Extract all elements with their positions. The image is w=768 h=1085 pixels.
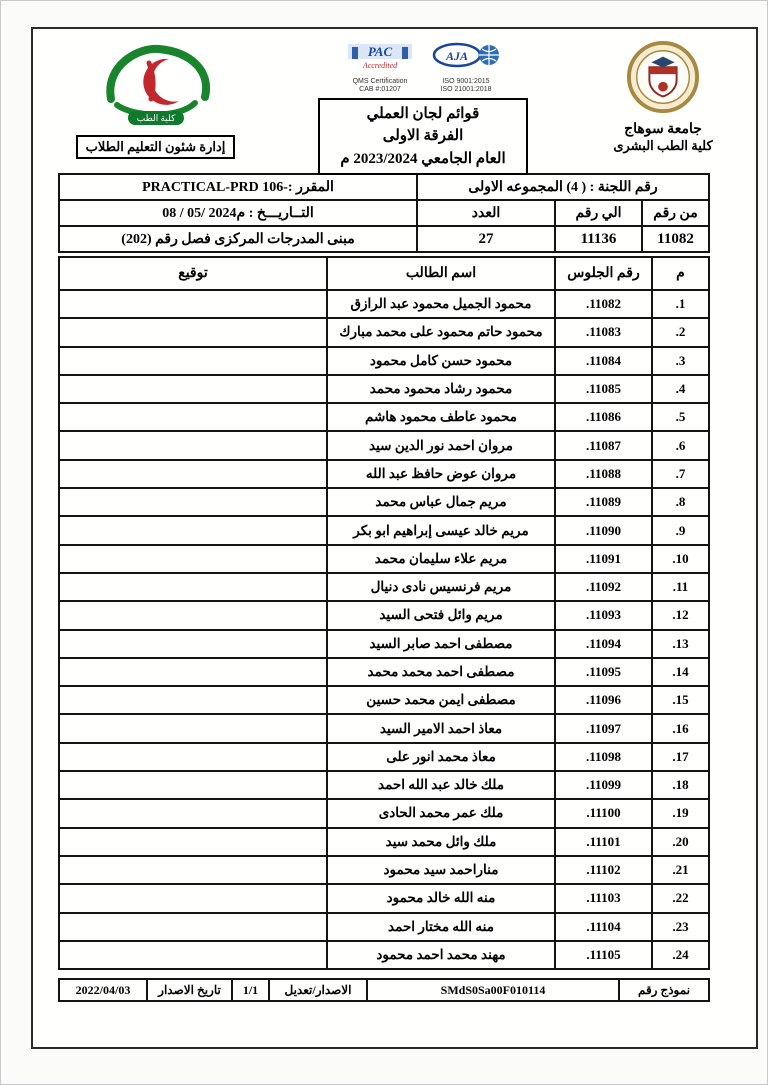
- signature-cell: [59, 941, 327, 969]
- row-index: 10.: [652, 545, 709, 573]
- student-name: ملك عمر محمد الحادى: [327, 799, 555, 827]
- to-number-value: 11136: [555, 226, 642, 252]
- aja-iso-line-1: ISO 9001:2015: [442, 78, 490, 85]
- student-name: مهند محمد احمد محمود: [327, 941, 555, 969]
- row-index: 9.: [652, 516, 709, 544]
- row-index: 4.: [652, 375, 709, 403]
- count-label: العدد: [417, 200, 555, 226]
- to-number-label: الي رقم: [555, 200, 642, 226]
- signature-cell: [59, 403, 327, 431]
- committee-info-row-2: [59, 200, 709, 226]
- form-number-label: نموذج رقم: [619, 979, 709, 1001]
- student-name: مصطفى احمد صابر السيد: [327, 630, 555, 658]
- document-subtitle-grade: الفرقة الاولى: [382, 128, 464, 145]
- from-number-label: من رقم: [642, 200, 709, 226]
- student-name: معاذ احمد الامير السيد: [327, 714, 555, 742]
- row-index: 12.: [652, 601, 709, 629]
- student-name: مصطفى احمد محمد محمد: [327, 658, 555, 686]
- seat-number: 11086.: [555, 403, 652, 431]
- student-row: [59, 347, 709, 375]
- signature-cell: [59, 658, 327, 686]
- row-index: 1.: [652, 290, 709, 318]
- student-row: [59, 743, 709, 771]
- row-index: 11.: [652, 573, 709, 601]
- issue-date-label: تاريخ الاصدار: [147, 979, 232, 1001]
- exam-date-value: 08 / 05/ 2024م: [162, 205, 246, 221]
- from-number-value: 11082: [642, 226, 709, 252]
- student-name: مريم جمال عباس محمد: [327, 488, 555, 516]
- seat-number: 11096.: [555, 686, 652, 714]
- signature-column-header: توقيع: [59, 257, 327, 290]
- college-crescent-logo: [81, 41, 231, 127]
- student-name: ملك خالد عبد الله احمد: [327, 771, 555, 799]
- seat-number: 11105.: [555, 941, 652, 969]
- committee-number: رقم اللجنة : ( 4) المجموعه الاولى: [417, 174, 709, 200]
- seat-number: 11097.: [555, 714, 652, 742]
- signature-cell: [59, 488, 327, 516]
- revision-value: 1/1: [232, 979, 269, 1001]
- student-name: مروان احمد نور الدين سيد: [327, 431, 555, 459]
- row-index: 13.: [652, 630, 709, 658]
- exam-date-label: التــاريـــخ :: [248, 205, 314, 221]
- signature-cell: [59, 630, 327, 658]
- student-row: [59, 771, 709, 799]
- row-index: 3.: [652, 347, 709, 375]
- student-name: محمود الجميل محمود عبد الرازق: [327, 290, 555, 318]
- signature-cell: [59, 686, 327, 714]
- row-index: 5.: [652, 403, 709, 431]
- seat-number: 11101.: [555, 828, 652, 856]
- student-row: [59, 460, 709, 488]
- signature-cell: [59, 545, 327, 573]
- pac-cert-line: QMS Certification: [352, 78, 408, 85]
- student-row: [59, 545, 709, 573]
- seat-number: 11092.: [555, 573, 652, 601]
- student-row: [59, 714, 709, 742]
- aja-iso-line-2: ISO 21001:2018: [440, 86, 492, 94]
- signature-cell: [59, 573, 327, 601]
- signature-cell: [59, 771, 327, 799]
- student-row: [59, 913, 709, 941]
- issue-date-value: 2022/04/03: [59, 979, 147, 1001]
- seat-number: 11089.: [555, 488, 652, 516]
- student-name: محمود رشاد محمود محمد: [327, 375, 555, 403]
- student-row: [59, 658, 709, 686]
- student-row: [59, 686, 709, 714]
- signature-cell: [59, 375, 327, 403]
- row-index: 2.: [652, 318, 709, 346]
- signature-cell: [59, 290, 327, 318]
- student-row: [59, 601, 709, 629]
- footer-table: [58, 978, 710, 1002]
- signature-cell: [59, 460, 327, 488]
- signature-cell: [59, 884, 327, 912]
- student-name: مروان عوض حافظ عبد الله: [327, 460, 555, 488]
- department-block: [53, 41, 258, 159]
- pac-accreditation-logo: [344, 41, 416, 95]
- document-page: [31, 27, 758, 1049]
- row-index: 18.: [652, 771, 709, 799]
- svg-text:Accredited: Accredited: [362, 61, 398, 70]
- committee-info-table: [58, 173, 710, 253]
- student-name: مصطفى ايمن محمد حسين: [327, 686, 555, 714]
- signature-cell: [59, 828, 327, 856]
- student-row: [59, 403, 709, 431]
- seat-number: 11088.: [555, 460, 652, 488]
- seat-number: 11095.: [555, 658, 652, 686]
- students-table-header-row: [59, 257, 709, 290]
- seat-number: 11090.: [555, 516, 652, 544]
- seat-number: 11084.: [555, 347, 652, 375]
- students-table: [58, 256, 710, 970]
- student-name: منه الله مختار احمد: [327, 913, 555, 941]
- row-index: 22.: [652, 884, 709, 912]
- row-index: 17.: [652, 743, 709, 771]
- students-tbody: [59, 290, 709, 969]
- row-index: 6.: [652, 431, 709, 459]
- document-title: قوائم لجان العملي: [366, 105, 480, 122]
- seat-number: 11104.: [555, 913, 652, 941]
- student-row: [59, 941, 709, 969]
- student-name: محمود حاتم محمود على محمد مبارك: [327, 318, 555, 346]
- student-row: [59, 630, 709, 658]
- signature-cell: [59, 347, 327, 375]
- seat-number: 11094.: [555, 630, 652, 658]
- committee-info-row-3: [59, 226, 709, 252]
- svg-text:AJA: AJA: [445, 49, 469, 63]
- student-name: محمود عاطف محمود هاشم: [327, 403, 555, 431]
- signature-cell: [59, 856, 327, 884]
- signature-cell: [59, 799, 327, 827]
- student-row: [59, 828, 709, 856]
- count-value: 27: [417, 226, 555, 252]
- document-header: [33, 29, 756, 167]
- student-row: [59, 573, 709, 601]
- footer-row: [59, 979, 709, 1001]
- exam-location: مبنى المدرجات المركزى فصل رقم (202): [59, 226, 417, 252]
- student-name: مريم خالد عيسى إبراهيم ابو بكر: [327, 516, 555, 544]
- student-row: [59, 318, 709, 346]
- pac-cab-line: CAB #:01207: [359, 86, 401, 94]
- exam-date: [59, 200, 417, 226]
- form-number-code: SMdS0Sa00F010114: [367, 979, 619, 1001]
- student-row: [59, 884, 709, 912]
- seat-number: 11103.: [555, 884, 652, 912]
- revision-label: الاصدار/تعديل: [269, 979, 367, 1001]
- seat-number: 11093.: [555, 601, 652, 629]
- student-name: محمود حسن كامل محمود: [327, 347, 555, 375]
- seat-number: 11087.: [555, 431, 652, 459]
- row-index: 15.: [652, 686, 709, 714]
- signature-cell: [59, 516, 327, 544]
- student-name: مناراحمد سيد محمود: [327, 856, 555, 884]
- seat-number: 11085.: [555, 375, 652, 403]
- student-row: [59, 290, 709, 318]
- signature-cell: [59, 318, 327, 346]
- student-row: [59, 856, 709, 884]
- department-label: إدارة شئون التعليم الطلاب: [76, 135, 236, 159]
- signature-cell: [59, 913, 327, 941]
- index-column-header: م: [652, 257, 709, 290]
- student-name: مريم وائل فتحى السيد: [327, 601, 555, 629]
- seat-number: 11102.: [555, 856, 652, 884]
- seat-number: 11082.: [555, 290, 652, 318]
- student-row: [59, 375, 709, 403]
- accreditation-logos: [318, 41, 528, 95]
- university-logo: [627, 41, 699, 113]
- student-name: مريم فرنسيس نادى دنيال: [327, 573, 555, 601]
- document-subtitle-year: العام الجامعي 2023/2024 م: [340, 150, 506, 167]
- seat-number: 11091.: [555, 545, 652, 573]
- seat-number: 11100.: [555, 799, 652, 827]
- svg-text:PAC: PAC: [367, 44, 393, 59]
- row-index: 16.: [652, 714, 709, 742]
- university-block: [588, 41, 738, 154]
- aja-accreditation-logo: [430, 41, 502, 95]
- row-index: 14.: [652, 658, 709, 686]
- student-name: مريم علاء سليمان محمد: [327, 545, 555, 573]
- student-name: ملك وائل محمد سيد: [327, 828, 555, 856]
- row-index: 20.: [652, 828, 709, 856]
- seat-column-header: رقم الجلوس: [555, 257, 652, 290]
- row-index: 23.: [652, 913, 709, 941]
- student-row: [59, 799, 709, 827]
- row-index: 8.: [652, 488, 709, 516]
- seat-number: 11099.: [555, 771, 652, 799]
- student-name: معاذ محمد انور على: [327, 743, 555, 771]
- student-row: [59, 431, 709, 459]
- document-title-box: [318, 98, 528, 176]
- committee-info-row-1: [59, 174, 709, 200]
- svg-text:كلية الطب: كلية الطب: [136, 113, 175, 123]
- pac-logo-icon: [344, 41, 416, 73]
- seat-number: 11083.: [555, 318, 652, 346]
- signature-cell: [59, 601, 327, 629]
- student-row: [59, 488, 709, 516]
- signature-cell: [59, 714, 327, 742]
- student-row: [59, 516, 709, 544]
- row-index: 21.: [652, 856, 709, 884]
- course-code: المقرر :-PRACTICAL-PRD 106: [59, 174, 417, 200]
- faculty-name: كلية الطب البشرى: [613, 138, 713, 153]
- name-column-header: اسم الطالب: [327, 257, 555, 290]
- header-center-block: [318, 41, 528, 175]
- signature-cell: [59, 743, 327, 771]
- row-index: 24.: [652, 941, 709, 969]
- row-index: 7.: [652, 460, 709, 488]
- student-name: منه الله خالد محمود: [327, 884, 555, 912]
- signature-cell: [59, 431, 327, 459]
- aja-logo-icon: [430, 41, 502, 73]
- row-index: 19.: [652, 799, 709, 827]
- university-name: جامعة سوهاج: [624, 122, 702, 137]
- seat-number: 11098.: [555, 743, 652, 771]
